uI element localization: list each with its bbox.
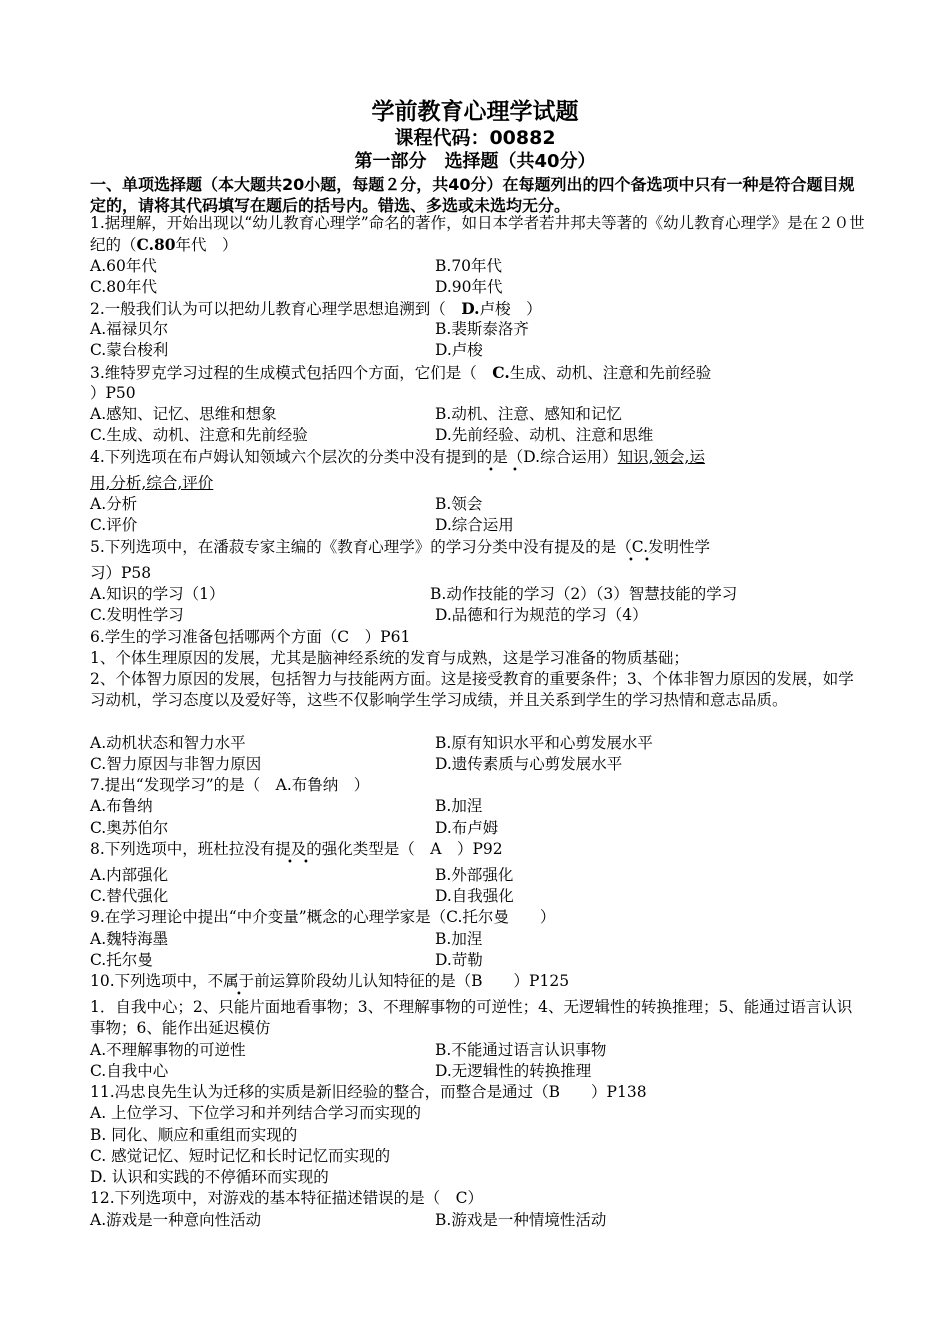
q7-option-c: C.奥苏伯尔 [90, 819, 169, 837]
question-12-stem: 12.下列选项中，对游戏的基本特征描述错误的是（ C） [90, 1189, 484, 1207]
q2-option-b: B.裴斯泰洛齐 [435, 320, 529, 338]
q9-option-b: B.加涅 [435, 930, 483, 948]
emphasis-dot: • [303, 857, 309, 868]
q3-option-d: D.先前经验、动机、注意和思维 [435, 426, 654, 444]
q6-option-b: B.原有知识水平和心剪发展水平 [435, 734, 653, 752]
q1-option-b: B.70年代 [435, 257, 503, 275]
question-4-stem: 4.下列选项在布卢姆认知领域六个层次的分类中没有提到的是（D.综合运用）知识,领会,运 [90, 448, 705, 466]
question-11-stem: 11.冯忠良先生认为迁移的实质是新旧经验的整合，而整合是通过（B ）P138 [90, 1083, 647, 1101]
question-8-stem: 8.下列选项中，班杜拉没有提及的强化类型是（ A ）P92 [90, 840, 503, 858]
emphasis-dot: • [488, 465, 494, 476]
q5-option-d: D.品德和行为规范的学习（4） [435, 606, 648, 624]
q12-option-a: A.游戏是一种意向性活动 [90, 1211, 262, 1229]
emphasis-dot: • [236, 989, 242, 1000]
q7-option-a: A.布鲁纳 [90, 797, 153, 815]
q7-option-b: B.加涅 [435, 797, 483, 815]
question-6-stem: 6.学生的学习准备包括哪两个方面（C ）P61 [90, 628, 411, 646]
emphasis-dot: • [287, 857, 293, 868]
exam-title: 学前教育心理学试题 [371, 99, 579, 125]
q6-option-c: C.智力原因与非智力原因 [90, 755, 262, 773]
question-3-stem: 3.维特罗克学习过程的生成模式包括四个方面，它们是（ C.生成、动机、注意和先前经验 [90, 363, 712, 382]
q9-option-c: C.托尔曼 [90, 951, 153, 969]
emphasis-dot: • [628, 555, 634, 566]
q8-option-c: C.替代强化 [90, 887, 169, 905]
q11-option-c: C. 感觉记忆、短时记忆和长时记忆而实现的 [90, 1147, 391, 1165]
question-2-stem: 2.一般我们认为可以把幼儿教育心理学思想追溯到（ D.卢梭 ） [90, 299, 542, 318]
question-5-stem-line2: 习）P58 [90, 564, 152, 582]
question-4-stem-line2: 用,分析,综合,评价 [90, 474, 214, 492]
q4-option-c: C.评价 [90, 516, 138, 534]
q8-option-a: A.内部强化 [90, 866, 169, 884]
question-1-stem: 1.据理解，开始出现以“幼儿教育心理学”命名的著作，如日本学者若井邦夫等著的《幼儿教育心理学》是在２０世纪的（C.80年代 ） [90, 214, 865, 254]
q10-option-c: C.自我中心 [90, 1062, 169, 1080]
q2-option-c: C.蒙台梭利 [90, 341, 169, 359]
emphasis-dot: • [512, 465, 518, 476]
q5-option-b: B.动作技能的学习（2）（3）智慧技能的学习 [430, 585, 738, 603]
question-10-stem: 10.下列选项中，不属于前运算阶段幼儿认知特征的是（B ）P125 [90, 972, 570, 990]
q12-option-b: B.游戏是一种情境性活动 [435, 1211, 607, 1229]
q8-option-d: D.自我强化 [435, 887, 514, 905]
section-heading: 一、单项选择题（本大题共20小题，每题２分，共40分）在每题列出的四个备选项中只有一种是符合题目规定的，请将其代码填写在题后的括号内。错选、多选或未选均无分。 [90, 175, 855, 215]
q5-option-c: C.发明性学习 [90, 606, 184, 624]
q2-option-d: D.卢梭 [435, 341, 483, 359]
question-3-stem-line2: ）P50 [90, 384, 136, 402]
q6-option-d: D.遗传素质与心剪发展水平 [435, 755, 623, 773]
q3-option-c: C.生成、动机、注意和先前经验 [90, 426, 308, 444]
question-9-stem: 9.在学习理论中提出“中介变量”概念的心理学家是（C.托尔曼 ） [90, 908, 556, 926]
q5-option-a: A.知识的学习（1） [90, 585, 225, 603]
q4-option-d: D.综合运用 [435, 516, 514, 534]
question-7-stem: 7.提出“发现学习”的是（ A.布鲁纳 ） [90, 776, 370, 794]
q3-option-b: B.动机、注意、感知和记忆 [435, 405, 622, 423]
question-5-stem: 5.下列选项中，在潘菽专家主编的《教育心理学》的学习分类中没有提及的是（C.发明性学 [90, 538, 711, 556]
q4-option-b: B.领会 [435, 495, 483, 513]
q1-option-c: C.80年代 [90, 278, 157, 296]
q11-option-a: A. 上位学习、下位学习和并列结合学习而实现的 [90, 1104, 422, 1122]
q9-option-d: D.苛勒 [435, 951, 483, 969]
emphasis-dot: • [644, 555, 650, 566]
q11-option-d: D. 认识和实践的不停循环而实现的 [90, 1168, 329, 1186]
q10-option-b: B.不能通过语言认识事物 [435, 1041, 607, 1059]
question-10-note: 1．自我中心；2、只能片面地看事物；3、不理解事物的可逆性；4、无逻辑性的转换推理；5、能通过语言认识事物；6、能作出延迟模仿 [90, 998, 853, 1037]
q8-option-b: B.外部强化 [435, 866, 514, 884]
q9-option-a: A.魏特海墨 [90, 930, 169, 948]
q1-option-d: D.90年代 [435, 278, 503, 296]
q6-option-a: A.动机状态和智力水平 [90, 734, 246, 752]
q11-option-b: B. 同化、顺应和重组而实现的 [90, 1126, 298, 1144]
q7-option-d: D.布卢姆 [435, 819, 499, 837]
question-6-note-2: 2、个体智力原因的发展，包括智力与技能两方面。这是接受教育的重要条件；3、个体非智力原因的发展，如学习动机，学习态度以及爱好等，这些不仅影响学生学习成绩，并且关系到学生的学习热情和意志品质。 [90, 670, 854, 709]
q2-option-a: A.福禄贝尔 [90, 320, 169, 338]
q10-option-a: A.不理解事物的可逆性 [90, 1041, 246, 1059]
q1-option-a: A.60年代 [90, 257, 157, 275]
q10-option-d: D.无逻辑性的转换推理 [435, 1062, 592, 1080]
question-6-note-1: 1、个体生理原因的发展，尤其是脑神经系统的发育与成熟，这是学习准备的物质基础； [90, 649, 689, 667]
course-code: 课程代码：00882 [394, 127, 556, 149]
q3-option-a: A.感知、记忆、思维和想象 [90, 405, 277, 423]
q4-option-a: A.分析 [90, 495, 138, 513]
part-heading: 第一部分 选择题（共40分） [354, 151, 596, 172]
